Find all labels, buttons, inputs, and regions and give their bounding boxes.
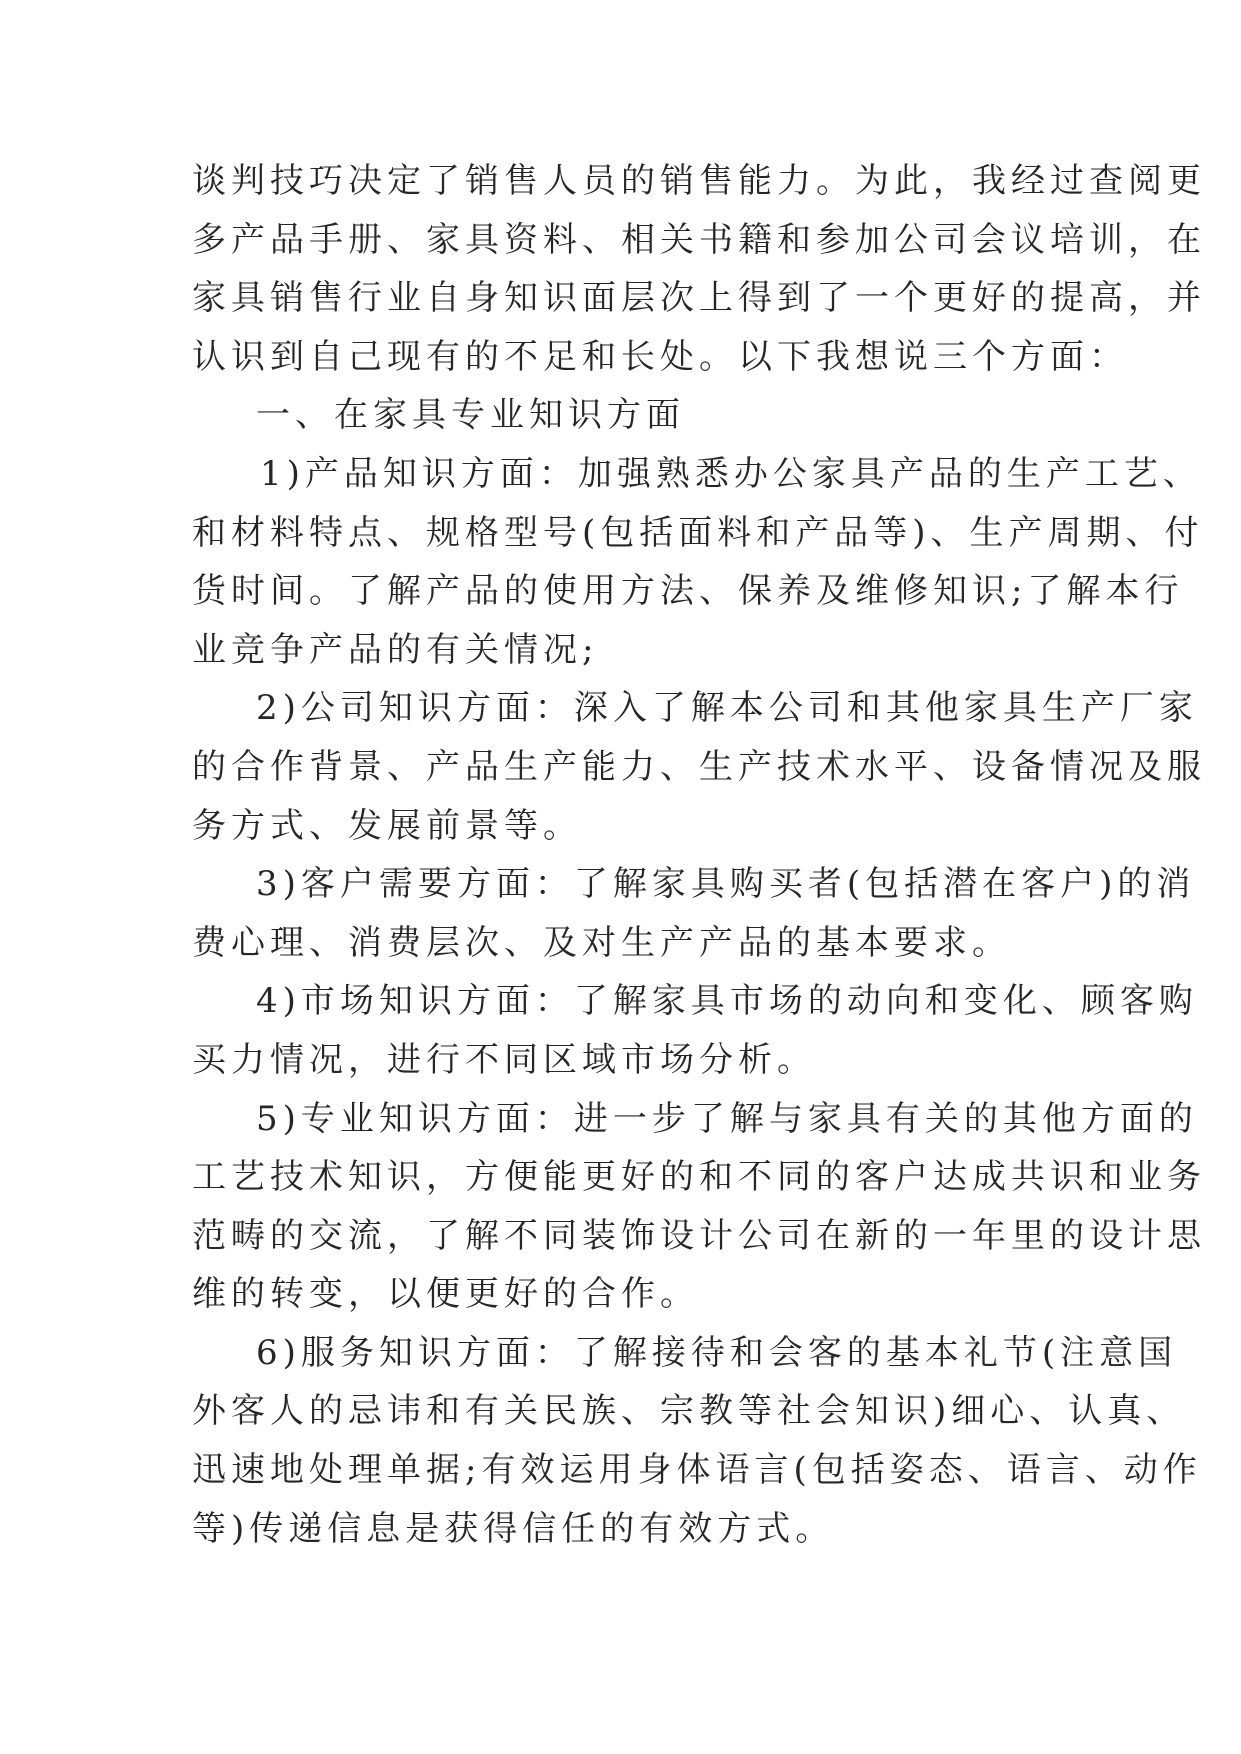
text-line: 维的转变，以便更好的合作。 [192, 1274, 699, 1315]
text-line: 买力情况，进行不同区域市场分析。 [192, 1039, 816, 1080]
text-line: 5)专业知识方面：进一步了解与家具有关的其他方面的 [256, 1098, 1198, 1139]
text-line: 范畴的交流，了解不同装饰设计公司在新的一年里的设计思 [192, 1215, 1206, 1256]
text-line: 务方式、发展前景等。 [192, 805, 582, 846]
text-line: 6)服务知识方面：了解接待和会客的基本礼节(注意国 [256, 1332, 1178, 1373]
text-line: 谈判技巧决定了销售人员的销售能力。为此，我经过查阅更 [192, 161, 1206, 201]
section-heading: 一、在家具专业知识方面 [256, 395, 685, 436]
text-line: 迅速地处理单据;有效运用身体语言(包括姿态、语言、动作 [192, 1450, 1202, 1491]
text-line: 外客人的忌讳和有关民族、宗教等社会知识)细心、认真、 [192, 1391, 1186, 1432]
text-line: 货时间。了解产品的使用方法、保养及维修知识;了解本行 [192, 571, 1184, 612]
text-line: 1)产品知识方面：加强熟悉办公家具产品的生产工艺、 [260, 453, 1202, 494]
text-line: 和材料特点、规格型号(包括面料和产品等)、生产周期、付 [192, 512, 1204, 553]
text-line: 家具销售行业自身知识面层次上得到了一个更好的提高，并 [192, 278, 1206, 319]
text-line: 2)公司知识方面：深入了解本公司和其他家具生产厂家 [256, 688, 1198, 729]
text-line: 业竞争产品的有关情况; [192, 629, 599, 670]
text-line: 认识到自己现有的不足和长处。以下我想说三个方面： [192, 336, 1128, 377]
text-line: 4)市场知识方面：了解家具市场的动向和变化、顾客购 [256, 981, 1198, 1022]
document-body [192, 152, 1206, 1558]
text-line: 工艺技术知识，方便能更好的和不同的客户达成共识和业务 [192, 1157, 1206, 1198]
text-line: 多产品手册、家具资料、相关书籍和参加公司会议培训，在 [192, 219, 1206, 260]
text-line: 等)传递信息是获得信任的有效方式。 [192, 1508, 835, 1549]
text-line: 费心理、消费层次、及对生产产品的基本要求。 [192, 922, 1011, 963]
text-line: 的合作背景、产品生产能力、生产技术水平、设备情况及服 [192, 746, 1206, 787]
text-line: 3)客户需要方面：了解家具购买者(包括潜在客户)的消 [256, 864, 1196, 905]
